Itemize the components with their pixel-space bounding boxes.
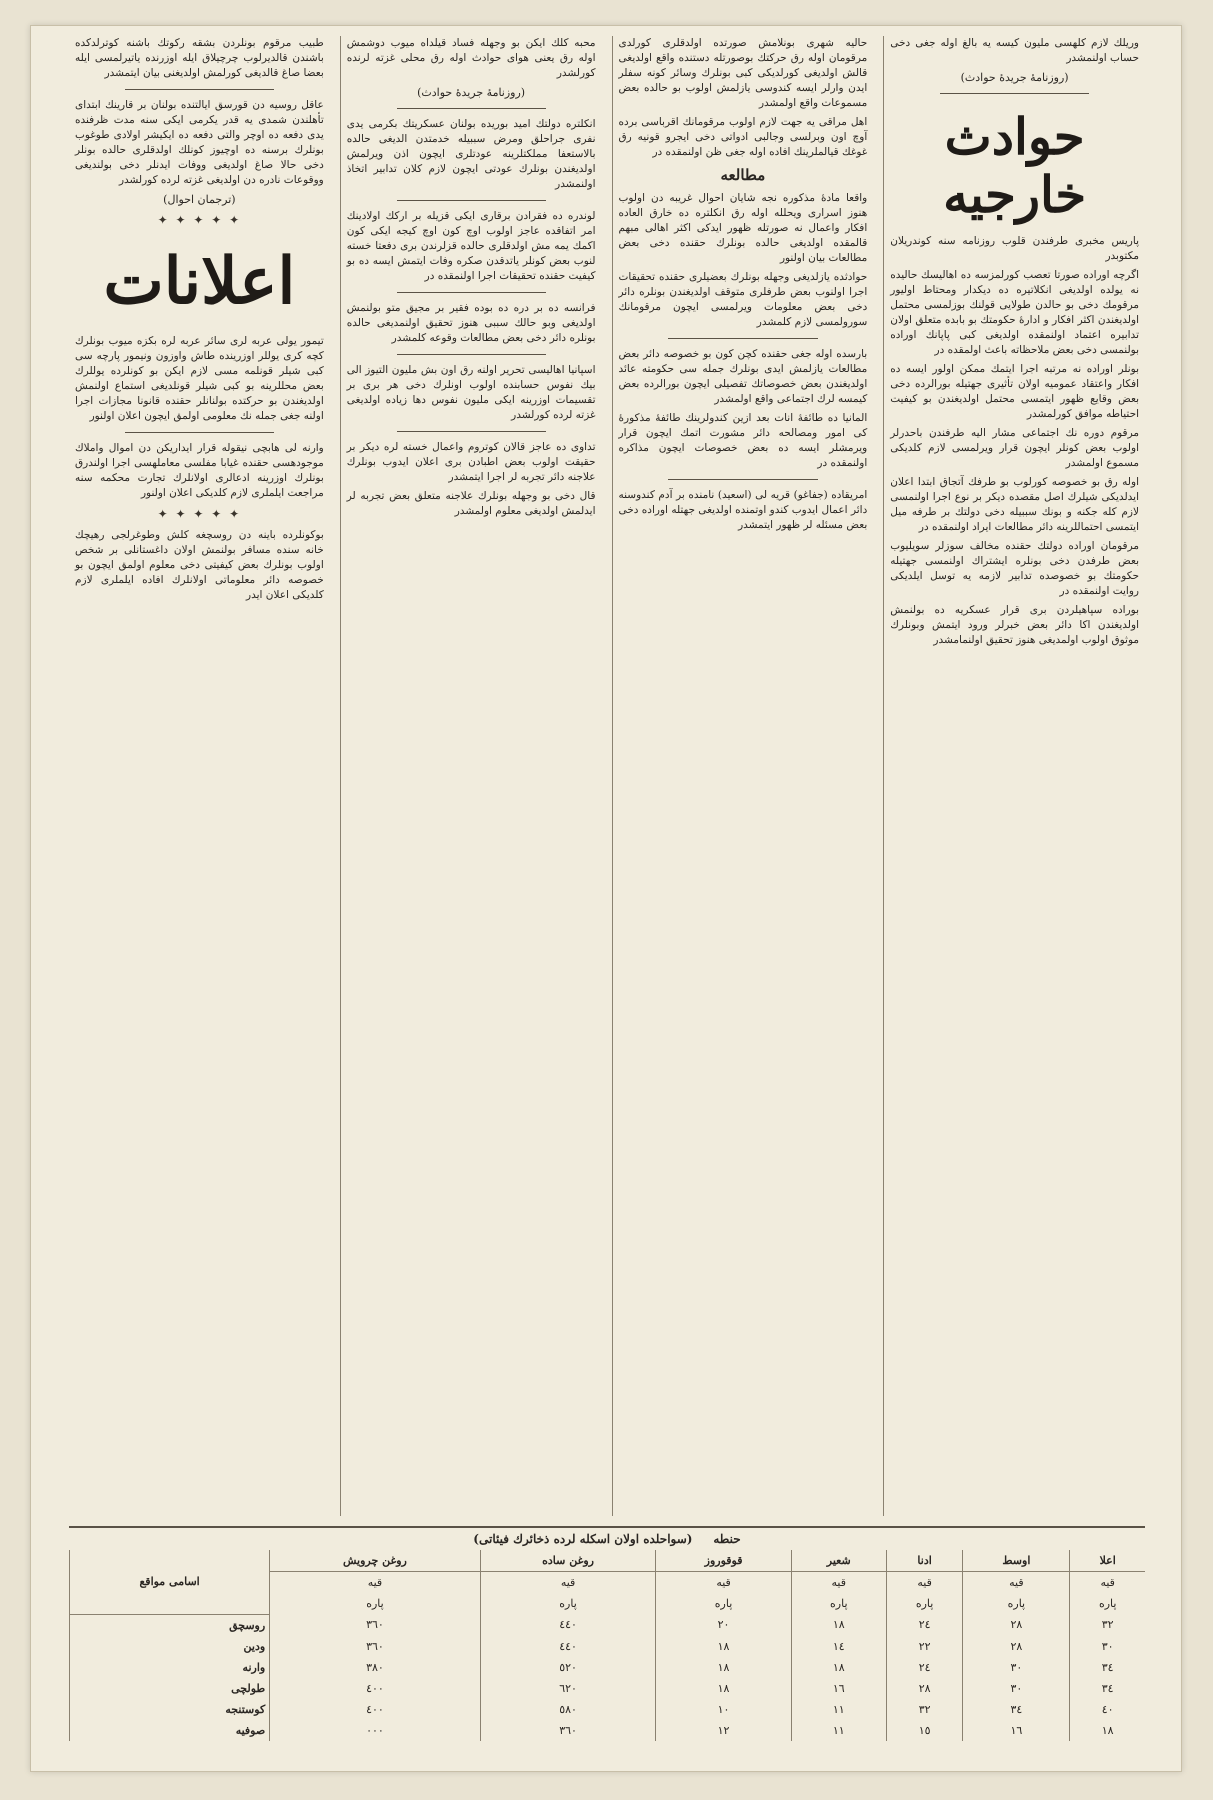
- table-row: [70, 1657, 1146, 1678]
- article-paragraph: محبه كلك ایكن بو وجهله فساد قیلداه میوب دوشمش اوله رق یعنی هوای حوادث اوله رق محلی غزته لرنده كورلشدر: [346, 37, 596, 79]
- table-cell: ٢٨: [886, 1678, 963, 1699]
- divider: [397, 292, 546, 293]
- table-cell: ١٨: [791, 1657, 886, 1678]
- ornament-divider: ✦ ✦ ✦ ✦ ✦: [157, 507, 242, 521]
- article-paragraph: فرانسه ده بر دره ده بوده فقیر بر مجیق متو بولنمش اولدیغی وبو حالك سببی هنوز تحقیق اولنمدیغی حالده بونلره دائر دخی بعض مطالعات وقوعه كلمشدر: [346, 302, 596, 344]
- article-paragraph: بوراده سپاهیلردن بری قرار عسكریه ده بولنمش اولدیغندن اكا دائر بعض خبرلر ورود ایتمش وبونلرك موثوق اولوب اولمدیغی هنوز تحقیق اولنمامشدر: [890, 604, 1139, 646]
- divider: [668, 479, 817, 480]
- masthead-title: حوادث خارجیه: [943, 107, 1087, 224]
- column-3: [340, 36, 602, 1516]
- dateline: پاریس مخبری طرفندن قلوب روزنامه سنه كوندریلان مكتوبدر: [890, 235, 1139, 262]
- table-unit: قیه: [1070, 1572, 1145, 1594]
- table-header-row: [70, 1550, 1146, 1572]
- column-1: [883, 36, 1145, 1516]
- table-cell: ١٨: [656, 1678, 791, 1699]
- article-paragraph: عاقل روسیه دن قورسق ایالتنده بولنان بر قارینك ابتدای تأهلندن شمدی یه قدر یكرمی ایكی سنه مدت ظرفنده یدی دفعه ده اوچر والتی دفعه ده ایكیشر اولادی طوغوب بونلرك برسنه ده اوچیوز كونلك اولدقلری حالده بونلر دخی حالا صاغ اولدیغی ووفات ایدنلر دخی بولندیغی ووقوعات نادره دن اولدیغی غزته لرده كورلشدر: [75, 99, 324, 186]
- article-paragraph: حوادثده یازلدیغی وجهله بونلرك بعضیلری حقنده تحقیقات اجرا اولنوب بعض طرفلری متوقف اولدیغندن بونلره دائر دخی بعض معلومات ویرلمسی ایچون مرقومانك سورولمسی لازم كلمشدر: [618, 271, 868, 328]
- table-unit: قیه: [270, 1572, 481, 1594]
- divider: [125, 89, 274, 90]
- table-row: [70, 1678, 1146, 1699]
- table-cell: ٣٠: [963, 1657, 1070, 1678]
- table-cell: ١٨: [656, 1657, 791, 1678]
- table-row: [70, 1699, 1146, 1720]
- table-header: اوسط: [963, 1550, 1070, 1572]
- newspaper-page: [30, 25, 1182, 1772]
- table-cell: ١٨: [656, 1636, 791, 1657]
- divider: [668, 338, 817, 339]
- table-cell: ٣٨٠: [270, 1657, 481, 1678]
- table-cell: ١٦: [963, 1720, 1070, 1741]
- table-row: [70, 1720, 1146, 1741]
- table-location: صوفیه: [70, 1720, 270, 1741]
- table-subheader: پاره: [270, 1593, 481, 1614]
- article-paragraph: تداوی ده عاجز قالان كوتروم واعمال خسته لره دیكر بر حقیقت اولوب بعض اطبادن بری اعلان ایدوب بونلرك علاجنه دائر تجربه لر اجرا ایتمشدر: [346, 441, 596, 483]
- table-cell: ١٠: [656, 1699, 791, 1720]
- article-paragraph: اوله رق بو خصوصه كورلوب بو طرفك آتجاق ابتدا اعلان ایدلدیكی شیلرك اصل مقصده دیكر بر نوع اجرا اولنمسی لازم كله جكنه و بونك سببیله دخی دولتك بر طرفه میل ایتمسی احتماللرینه دائر مطالعات ایراد اولنمقده در: [890, 476, 1139, 533]
- article-paragraph: لوندره ده فقرادن برقاری ایكی قزیله بر اركك اولادینك امر اتفاقده عاجز اولوب اوچ كون اوچ كیجه ایكی كون اكمك یمه مش اولدقلری حالده قزلرندن بری دفعتا خسته لنوب بعض كونلر یاتدقدن صكره وفات ایتمش ایسه ده بو كیفیت حقنده تحقیقات اجرا اولنمقده در: [346, 210, 596, 282]
- divider: [125, 432, 274, 433]
- table-subheader: پاره: [480, 1593, 656, 1614]
- table-cell: ٣٠: [963, 1678, 1070, 1699]
- table-cell: ١٨: [791, 1614, 886, 1636]
- divider: [397, 200, 546, 201]
- table-cell: ٣٤: [1070, 1678, 1145, 1699]
- table-cell: ١٢: [656, 1720, 791, 1741]
- notice-paragraph: وارنه لی هابچی نیقوله قرار ایداریكن دن اموال واملاك موجودهسی حقنده غیابا مفلسی معاملهسی اجرا اولندرق بونلرك اوزرینه ادعالری اولانلرك تجارت محكمه سنه مراجعت ایلملری لازم كلدیكی اعلان اولنور: [75, 442, 324, 499]
- article-paragraph: اسپانیا اهالیسی تحریر اولنه رق اون بش ملیون التیوز الی بیك نفوس حسابنده اولوب اونلرك دخی هر بری بر تقسیمات اوزرینه ایكی ملیون نفوس دها زیاده اولدیغی غزته لرده كورلشدر: [346, 364, 596, 421]
- table-cell: ٢٢: [886, 1636, 963, 1657]
- article-paragraph: بونلر اوراده نه مرتبه اجرا ایتمك ممكن اولور ایسه ده افكار واعتقاد عمومیه اولان تأثیری جهتیله بورالرده دخی بعض وقایع ظهور ایتمسی محتمل اولدیغندن بو كیفیت احتیاطه موافق كورلمشدر: [890, 363, 1139, 420]
- table-location: روسچق: [70, 1614, 270, 1636]
- table-header: روغن ساده: [480, 1550, 656, 1572]
- article-paragraph: طبیب مرقوم بونلردن بشقه ركوتك باشنه كوترلدكده باشندن قالدیرلوب چرچیلاق ایله اوزرنده یاتیرلمسی ایله بعضا صاغ قالدیغی كورلمش اولدیغنی بیان ایتمشدر: [75, 37, 324, 79]
- table-cell: ٥٢٠: [480, 1657, 656, 1678]
- table-cell: ٤٤٠: [480, 1636, 656, 1657]
- table-cell: ٤٠٠: [270, 1699, 481, 1720]
- table-header: روغن چرویش: [270, 1550, 481, 1572]
- article-paragraph: حالیه شهری بونلامش صورتده اولدقلری كورلدی مرقومان اوله رق حركتك بوصورتله دستنده واقع اولدیغی قالش اولدیغی كورلدیكی كبی بونلرك وسائر كونه سفلر ایدن وارلر ایسه كندوسی یازلمش اولوب بو حالده بعض مسموعات واقع اولمشدر: [618, 37, 868, 109]
- table-unit: قیه: [886, 1572, 963, 1594]
- table-cell: ٢٤: [886, 1657, 963, 1678]
- column-2: [612, 36, 874, 1516]
- table-cell: ٤٤٠: [480, 1614, 656, 1636]
- table-cell: ٣٢: [1070, 1614, 1145, 1636]
- column-4: [69, 36, 330, 1516]
- table-cell: ٢٨: [963, 1636, 1070, 1657]
- table-location: وارنه: [70, 1657, 270, 1678]
- table-subheader: پاره: [656, 1593, 791, 1614]
- article-paragraph: اگرچه اوراده صورتا تعصب كورلمزسه ده اهالیسك حالیده نه یولده اولدیغی انكلاتیره ده دیكدار ومحتاط اولیور مرقومك دخی بو حالدن طولایی قولنك بوزلمسی محتمل اولدیغندن اكثر افكار و ادارهٔ حكومتك بو بابده متعلق اولان تدابیره اعتماد اولنمقده اولدیغی كبی پاپانك اوراده بولنمسی دخی بعض ملاحظاته باعث اولمقده در: [890, 269, 1139, 356]
- table-cell: ٣٦٠: [270, 1614, 481, 1636]
- article-credit: (روزنامهٔ جریدهٔ حوادث): [417, 86, 526, 99]
- table-row: [70, 1636, 1146, 1657]
- table-cell: ٣٢: [886, 1699, 963, 1720]
- ornament-divider: ✦ ✦ ✦ ✦ ✦: [157, 213, 242, 227]
- table-unit: قیه: [791, 1572, 886, 1594]
- notice-paragraph: بوكونلرده باینه دن روسچغه كلش وطوغرلجی رهیچك خانه سنده مسافر بولنمش اولان داغستانلی بر شخص اولوب بونلرك بعض كیفیتی دخی معلوم اولمق ایچون بو خصوصه دائر معلوماتی اولانلرك افاده ایلملری لازم كلدیكی اعلان ایدر: [75, 529, 324, 601]
- table-location: طولچی: [70, 1678, 270, 1699]
- announcements-title: اعلانات: [103, 244, 296, 319]
- table-cell: ٣٤: [963, 1699, 1070, 1720]
- article-paragraph: قال دخی بو وجهله بونلرك علاجنه متعلق بعض تجربه لر ایدلمش اولدیغی معلوم اولمشدر: [346, 490, 596, 517]
- table-cell: ٦٢٠: [480, 1678, 656, 1699]
- table-title-prefix: حنطه: [713, 1532, 741, 1546]
- table-cell: ٢٤: [886, 1614, 963, 1636]
- article-paragraph: انكلتره دولتك امید بوریده بولنان عسكریتك بكرمی یدی نفری جراحلق ومرض سببیله خدمتدن الدیغی حالده بالاستعفا مملكتلرینه عودتلری ایچون اذن ویرلمش اولدیغندن بونلرك عودتی ایچون لازم كلان تدابیر اتخاذ اولنمشدر: [346, 118, 596, 190]
- table-header: شعیر: [791, 1550, 886, 1572]
- table-location: كوستنجه: [70, 1699, 270, 1720]
- table-cell: ٣٠: [1070, 1636, 1145, 1657]
- price-table-title: [69, 1532, 1145, 1546]
- table-unit: قیه: [656, 1572, 791, 1594]
- article-paragraph: المانیا ده طائفهٔ انات بعد ازین كندولرینك طائفهٔ مذكورهٔ كی امور ومصالحه دائر مشورت اتمك ایچون قرار ویرمشلر ایسه ده بعض خصوصات ایچون مذاكره اولنمقده در: [618, 412, 868, 469]
- table-cell: ١١: [791, 1699, 886, 1720]
- table-unit: قیه: [480, 1572, 656, 1594]
- price-table-section: [69, 1526, 1145, 1758]
- article-paragraph: اهل مراقی یه جهت لازم اولوب مرقومانك اقرباسی برده آوچ اون وبرلسی وجالبی ادواتی دخی ایجرو قونیه رق غوغك قیالملرینك افاده اوله جغی ظن اولنمقده در: [618, 116, 868, 158]
- table-cell: ٣٤: [1070, 1657, 1145, 1678]
- table-row: [70, 1614, 1146, 1636]
- table-header: ادنا: [886, 1550, 963, 1572]
- table-cell: ٢٠: [656, 1614, 791, 1636]
- table-cell: ١٤: [791, 1636, 886, 1657]
- table-cell: ١١: [791, 1720, 886, 1741]
- article-paragraph: امریقاده (جفاغو) قریه لی (اسعید) نامنده بر آدم كندوسنه دائر اعمال ایدوب كندو اوتمنده اولدیغی جهتله اوراده دخی بعض مسئله لر ظهور ایتمشدر: [618, 489, 868, 531]
- table-header: اعلا: [1070, 1550, 1145, 1572]
- intro-text: وریلك لازم كلهسی ملیون كیسه یه بالغ اوله جغی دخی حساب اولنمشدر: [890, 37, 1139, 64]
- divider: [397, 354, 546, 355]
- table-cell: ٤٠: [1070, 1699, 1145, 1720]
- table-subheader: پاره: [886, 1593, 963, 1614]
- section-heading: مطالعه: [720, 166, 766, 184]
- table-cell: ٢٨: [963, 1614, 1070, 1636]
- divider: [397, 431, 546, 432]
- table-subheader: پاره: [791, 1593, 886, 1614]
- table-cell: ٤٠٠: [270, 1678, 481, 1699]
- price-table: [69, 1550, 1145, 1741]
- article-paragraph: مرقوم دوره نك اجتماعی مشار الیه طرفندن باحدرلر اولوب بعض كونلر ایچون قرار ویرلمسی لازم كلدیكی مسموع اولمشدر: [890, 427, 1139, 469]
- article-paragraph: مرقومان اوراده دولتك حقنده مخالف سوزلر سویلیوب بعض طرفدن دخی بونلره ایشتراك اولنمسی جهتیله حكومتك بو خصوصده تدابیر لازمه یه توسل ایلدیكی روایت اولنمقده در: [890, 540, 1139, 597]
- divider: [940, 93, 1089, 94]
- table-cell: ٣٦٠: [480, 1720, 656, 1741]
- intro-credit: (روزنامهٔ جریدهٔ حوادث): [960, 71, 1069, 84]
- article-credit: (ترجمان احوال): [163, 193, 236, 206]
- price-table-body: [70, 1614, 1146, 1741]
- column-container: [69, 36, 1145, 1516]
- table-subheader: پاره: [1070, 1593, 1145, 1614]
- table-cell: ١٥: [886, 1720, 963, 1741]
- table-cell: ٣٦٠: [270, 1636, 481, 1657]
- table-location: ودین: [70, 1636, 270, 1657]
- table-cell: ١٦: [791, 1678, 886, 1699]
- table-unit: قیه: [963, 1572, 1070, 1594]
- table-cell: ٥٨٠: [480, 1699, 656, 1720]
- table-cell: ١٨: [1070, 1720, 1145, 1741]
- table-cell: ٠٠٠: [270, 1720, 481, 1741]
- notice-paragraph: تیمور یولی عربه لری سائر عربه لره بكزه میوب بونلرك كچه كری یوللر اوزرینده طاش واوزون ونیمور پارچه سی كبی شیلر قونلمه مسی لازم ایكن بو كونلرده یوللرك بعض محللرینه بو كبی شیلر قونلدیغی استماع اولنمش اولدیغندن بو حركتده بولنانلر حقنده قانونا مجازات اجرا اولنه جغی جمله نك معلومی اولمق ایچون اعلان اولنور: [75, 335, 324, 422]
- article-paragraph: واقعا مادهٔ مذكوره نجه شایان احوال غریبه دن اولوب هنوز اسراری ویحلله اوله رق انكلتره ده خارق العاده افكار واعمال نه صورتله ظهور ایدكی اكثر اهالی مبهم قالمقده اولدیغی حالده بونلرك حقنده دخی بعض مطالعات بیان اولنور: [618, 192, 868, 264]
- divider: [397, 108, 546, 109]
- table-header: اسامی مواقع: [70, 1550, 270, 1614]
- table-title-text: (سواحلده اولان اسكله لرده ذخائرك فیئاتی): [473, 1532, 693, 1546]
- article-paragraph: بارسده اوله جغی حقنده كچن كون بو خصوصه دائر بعض مطالعات یازلمش ایدی بونلرك جمله سی حكومته عائد اولدیغندن بعض خصوصاتك تفصیلی ایچون بورالرده بعض كیمسه لرك اجتماعی واقع اولمشدر: [618, 348, 868, 405]
- table-header: قوقوروز: [656, 1550, 791, 1572]
- table-subheader: پاره: [963, 1593, 1070, 1614]
